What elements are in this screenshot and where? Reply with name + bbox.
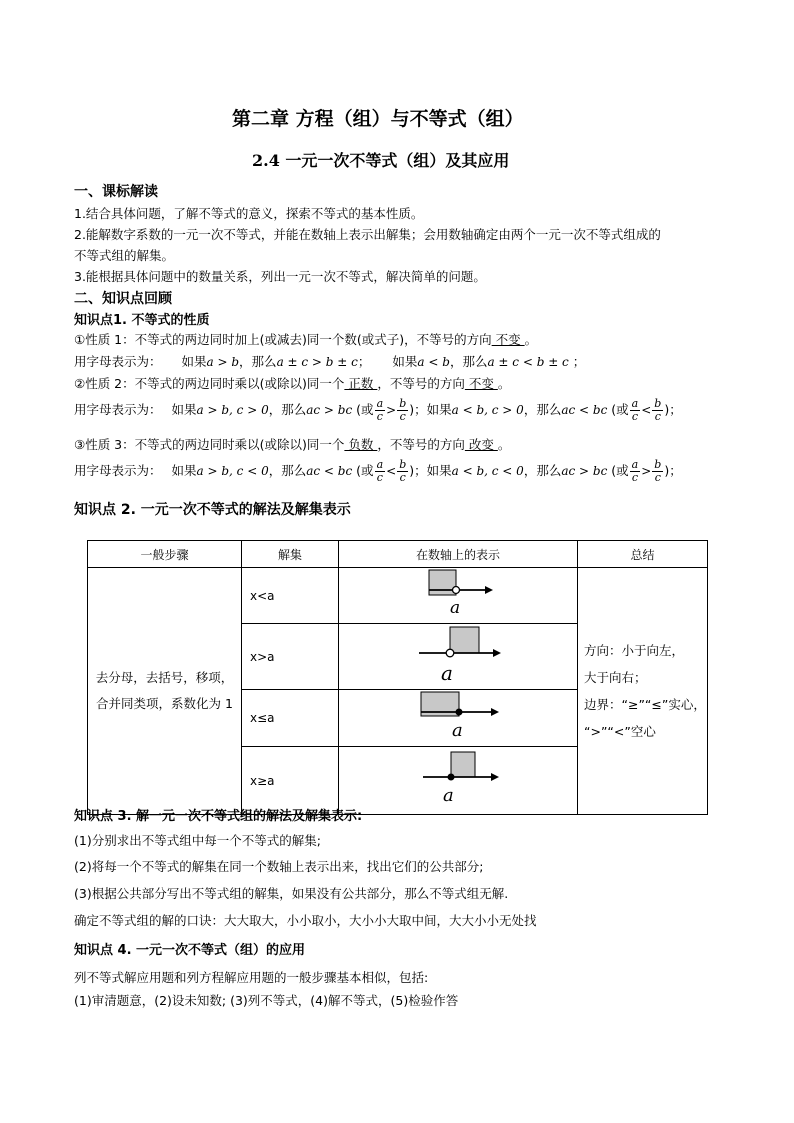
- property2-line: [74, 374, 510, 392]
- result: a ± c < b ± c: [487, 355, 569, 369]
- close-word: )；: [664, 402, 682, 417]
- denominator: c: [376, 471, 383, 484]
- summary-line: 边界：“≥”“≤”实心，: [584, 697, 706, 712]
- part2-heading: 二、知识点回顾: [74, 291, 172, 307]
- part1-item: 2.能解数字系数的一元一次不等式，并能在数轴上表示出解集；会用数轴确定由两个一元一次不等式组成的: [74, 227, 661, 242]
- punctuation: 。: [524, 332, 538, 347]
- table-header: 一般步骤: [88, 541, 242, 568]
- numberline-cell: [339, 568, 578, 624]
- condition: a > b, c > 0: [196, 403, 269, 417]
- part1-item: 3.能根据具体问题中的数量关系，列出一元一次不等式，解决简单的问题。: [74, 269, 486, 284]
- property1-blank: 不变: [491, 332, 525, 347]
- letters-label: 用字母表示为：: [74, 354, 162, 369]
- letters-label: 用字母表示为：: [74, 463, 162, 478]
- denominator: c: [654, 471, 661, 484]
- then-word: ，那么: [523, 402, 562, 417]
- property2-blank: 不变: [464, 376, 498, 391]
- denominator: c: [399, 471, 406, 484]
- if-word: 如果: [392, 354, 418, 369]
- property3-line: [74, 435, 510, 453]
- solid-dot: [456, 709, 463, 716]
- property1-text: ①性质 1：不等式的两边同时加上(或减去)同一个数(或式子)，不等号的方向: [74, 332, 492, 347]
- denominator: c: [376, 410, 383, 423]
- kp4-line: (1)审清题意，(2)设未知数; (3)列不等式，(4)解不等式，(5)检验作答: [74, 993, 459, 1008]
- point-label: a: [450, 598, 461, 618]
- shaded-region: [429, 570, 456, 595]
- result: ac > bc: [306, 403, 353, 417]
- property2-blank: 正数: [344, 376, 378, 391]
- numberline-x-ge-a: [339, 747, 577, 811]
- result: a ± c > b ± c: [276, 355, 358, 369]
- numberline-x-greater-a: [339, 624, 577, 686]
- numberline-cell: [339, 690, 578, 747]
- operator: <: [641, 403, 652, 417]
- open-dot: [453, 587, 460, 594]
- numerator: b: [654, 397, 662, 410]
- open-dot: [446, 649, 454, 657]
- part1-item: 1.结合具体问题，了解不等式的意义，探索不等式的基本性质。: [74, 206, 424, 221]
- part1-item: 不等式组的解集。: [74, 248, 175, 263]
- condition: a < b: [417, 355, 450, 369]
- condition: a > b: [206, 355, 240, 369]
- numberline-cell: [339, 624, 578, 690]
- condition: a < b, c < 0: [451, 464, 524, 478]
- kp3-item: (1)分别求出不等式组中每一个不等式的解集;: [74, 833, 321, 848]
- kp3-title: 知识点 3. 解一元一次不等式组的解法及解集表示:: [74, 809, 363, 824]
- kp4-line: 列不等式解应用题和列方程解应用题的一般步骤基本相似，包括:: [74, 970, 429, 985]
- fraction: [630, 459, 641, 484]
- fraction: [630, 398, 641, 423]
- denominator: c: [631, 471, 639, 484]
- table-header: 解集: [242, 541, 339, 568]
- operator: <: [386, 464, 397, 478]
- section-title: 2.4 一元一次不等式（组）及其应用: [252, 151, 510, 170]
- table-header-row: [88, 541, 708, 568]
- summary-cell: [578, 568, 708, 815]
- property3-blank: 负数: [344, 437, 378, 452]
- then-word: ，那么: [268, 463, 307, 478]
- then-word: ，那么: [449, 354, 488, 369]
- fraction: [375, 398, 386, 423]
- denominator: c: [399, 410, 406, 423]
- if-word: 如果: [171, 402, 197, 417]
- kp2-title: 知识点 2. 一元一次不等式的解法及解集表示: [74, 502, 351, 518]
- separator: ；: [357, 354, 371, 369]
- arrow-head: [491, 708, 499, 716]
- fraction: [375, 459, 386, 484]
- steps-cell: [88, 568, 242, 815]
- numberline-x-le-a: [339, 690, 577, 743]
- then-word: ，那么: [523, 463, 562, 478]
- property3-mid: ，不等号的方向: [377, 437, 465, 452]
- or-word: (或: [356, 463, 374, 478]
- kp4-title: 知识点 4. 一元一次不等式（组）的应用: [74, 943, 306, 958]
- denominator: c: [654, 410, 661, 423]
- numerator: a: [631, 458, 639, 471]
- point-label: a: [452, 720, 463, 741]
- denominator: c: [631, 410, 639, 423]
- numerator: b: [399, 397, 407, 410]
- arrow-head: [493, 649, 501, 657]
- property2-mid: ，不等号的方向: [377, 376, 465, 391]
- solution-table: [87, 540, 708, 815]
- fraction: [397, 459, 408, 484]
- if-word: 如果: [181, 354, 207, 369]
- numberline-x-less-a: [339, 568, 577, 620]
- fraction: [652, 459, 663, 484]
- point-label: a: [441, 661, 453, 685]
- property3-blank: 改变: [464, 437, 498, 452]
- kp3-item: (2)将每一个不等式的解集在同一个数轴上表示出来，找出它们的公共部分;: [74, 859, 484, 874]
- if-word: 如果: [171, 463, 197, 478]
- operator: >: [386, 403, 397, 417]
- letters-label: 用字母表示为：: [74, 402, 162, 417]
- kp3-item: (3)根据公共部分写出不等式组的解集，如果没有公共部分，那么不等式组无解.: [74, 886, 509, 901]
- then-word: ，那么: [268, 402, 307, 417]
- steps-line: 合并同类项，系数化为 1: [96, 696, 233, 711]
- numerator: a: [376, 458, 384, 471]
- solution-cell: x>a: [242, 624, 339, 690]
- fraction: [652, 398, 663, 423]
- steps-line: 去分母，去括号，移项，: [95, 670, 234, 685]
- property2-letters: [74, 398, 682, 423]
- punctuation: 。: [497, 376, 511, 391]
- result: ac < bc: [561, 403, 608, 417]
- property1-letters: [74, 352, 585, 370]
- solution-cell: x<a: [242, 568, 339, 624]
- property3-letters: [74, 459, 682, 484]
- point-label: a: [443, 785, 454, 806]
- property2-text: ②性质 2：不等式的两边同时乘以(或除以)同一个: [74, 376, 345, 391]
- close-word: )；: [664, 463, 682, 478]
- then-word: ，那么: [239, 354, 277, 369]
- table-header: 在数轴上的表示: [339, 541, 578, 568]
- close-word: )；如果: [409, 402, 452, 417]
- kp1-title: 知识点1. 不等式的性质: [74, 313, 210, 328]
- close-word: )；如果: [409, 463, 452, 478]
- or-word: (或: [611, 463, 629, 478]
- part1-heading: 一、课标解读: [74, 184, 158, 200]
- kp3-rhyme: 确定不等式组的解的口诀：大大取大，小小取小，大小小大取中间，大大小小无处找: [74, 913, 537, 928]
- operator: >: [641, 464, 652, 478]
- numerator: b: [654, 458, 662, 471]
- solution-cell: x≤a: [242, 690, 339, 747]
- property1-line: [74, 330, 537, 348]
- numerator: a: [376, 397, 384, 410]
- punctuation: 。: [497, 437, 511, 452]
- or-word: (或: [611, 402, 629, 417]
- solid-dot: [448, 774, 455, 781]
- condition: a < b, c > 0: [451, 403, 524, 417]
- summary-line: “>”“<”空心: [584, 724, 656, 739]
- shaded-region: [450, 627, 479, 653]
- summary-line: 大于向右；: [584, 670, 647, 685]
- solution-cell: x≥a: [242, 747, 339, 815]
- shaded-region: [451, 752, 475, 777]
- table-header: 总结: [578, 541, 708, 568]
- result: ac > bc: [561, 464, 608, 478]
- separator: ；: [572, 354, 586, 369]
- property3-text: ③性质 3：不等式的两边同时乘以(或除以)同一个: [74, 437, 345, 452]
- or-word: (或: [356, 402, 374, 417]
- table-row: [88, 568, 708, 624]
- chapter-title: 第二章 方程（组）与不等式（组）: [232, 108, 524, 130]
- numerator: a: [631, 397, 639, 410]
- numerator: b: [399, 458, 407, 471]
- summary-line: 方向：小于向左，: [584, 643, 685, 658]
- arrow-head: [491, 773, 499, 781]
- condition: a > b, c < 0: [196, 464, 269, 478]
- result: ac < bc: [306, 464, 353, 478]
- fraction: [397, 398, 408, 423]
- arrow-head: [485, 586, 493, 594]
- numberline-cell: [339, 747, 578, 815]
